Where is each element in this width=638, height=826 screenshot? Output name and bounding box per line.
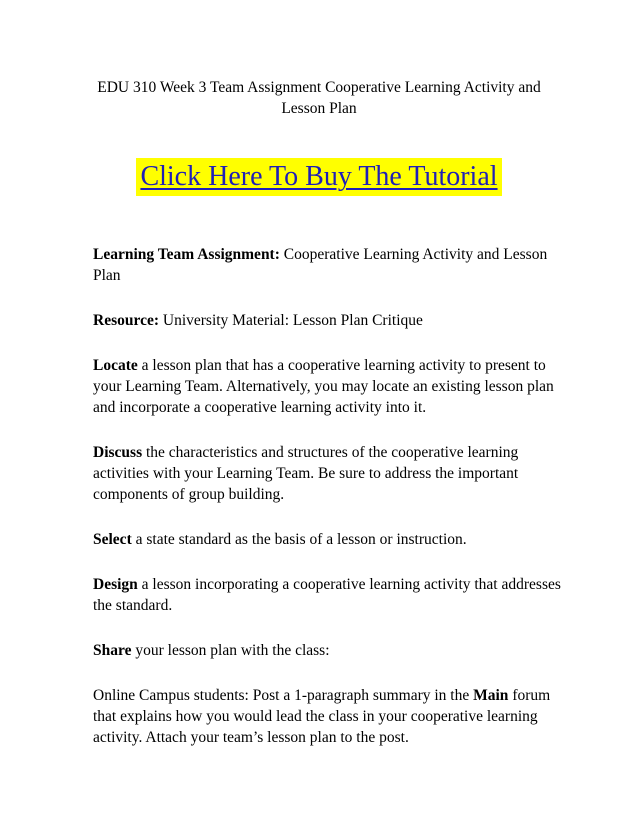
resource-text: University Material: Lesson Plan Critique: [159, 312, 423, 329]
document-body: [93, 244, 573, 772]
select-paragraph: [93, 529, 573, 550]
discuss-paragraph: [93, 442, 573, 505]
design-label: Design: [93, 576, 138, 593]
share-paragraph: [93, 640, 573, 661]
online-campus-paragraph: [93, 685, 573, 748]
assignment-paragraph: [93, 244, 573, 286]
select-label: Select: [93, 531, 132, 548]
document-title-line-1: EDU 310 Week 3 Team Assignment Cooperative Learning Activity and: [97, 79, 541, 96]
online-main-label: Main: [473, 687, 509, 704]
discuss-text: the characteristics and structures of the cooperative learning activities with your Learning Team. Be sure to address the important components of group building.: [93, 444, 519, 503]
select-text: a state standard as the basis of a lesson or instruction.: [131, 531, 467, 548]
online-text-before: Online Campus students: Post a 1-paragraph summary in the: [93, 687, 474, 704]
resource-paragraph: [93, 310, 573, 331]
assignment-text: Cooperative Learning Activity and Lesson Plan: [93, 246, 548, 284]
document-title-line-2: Lesson Plan: [281, 100, 357, 117]
buy-link-container: [0, 158, 638, 196]
design-text: a lesson incorporating a cooperative learning activity that addresses the standard.: [93, 576, 561, 614]
design-paragraph: [93, 574, 573, 616]
share-text: your lesson plan with the class:: [131, 642, 330, 659]
resource-label: Resource:: [93, 312, 159, 329]
locate-paragraph: [93, 355, 573, 418]
locate-label: Locate: [93, 357, 138, 374]
locate-text: a lesson plan that has a cooperative learning activity to present to your Learning Team. Alternatively, you may locate an existing lesson plan and incorporate a cooperative learning activity into it.: [93, 357, 554, 416]
document-title: [40, 77, 598, 119]
discuss-label: Discuss: [93, 444, 143, 461]
share-label: Share: [93, 642, 132, 659]
buy-tutorial-link[interactable]: Click Here To Buy The Tutorial: [136, 158, 501, 196]
assignment-label: Learning Team Assignment:: [93, 246, 280, 263]
online-text-after: forum that explains how you would lead the class in your cooperative learning activity. Attach your team’s lesson plan to the post.: [93, 687, 551, 746]
